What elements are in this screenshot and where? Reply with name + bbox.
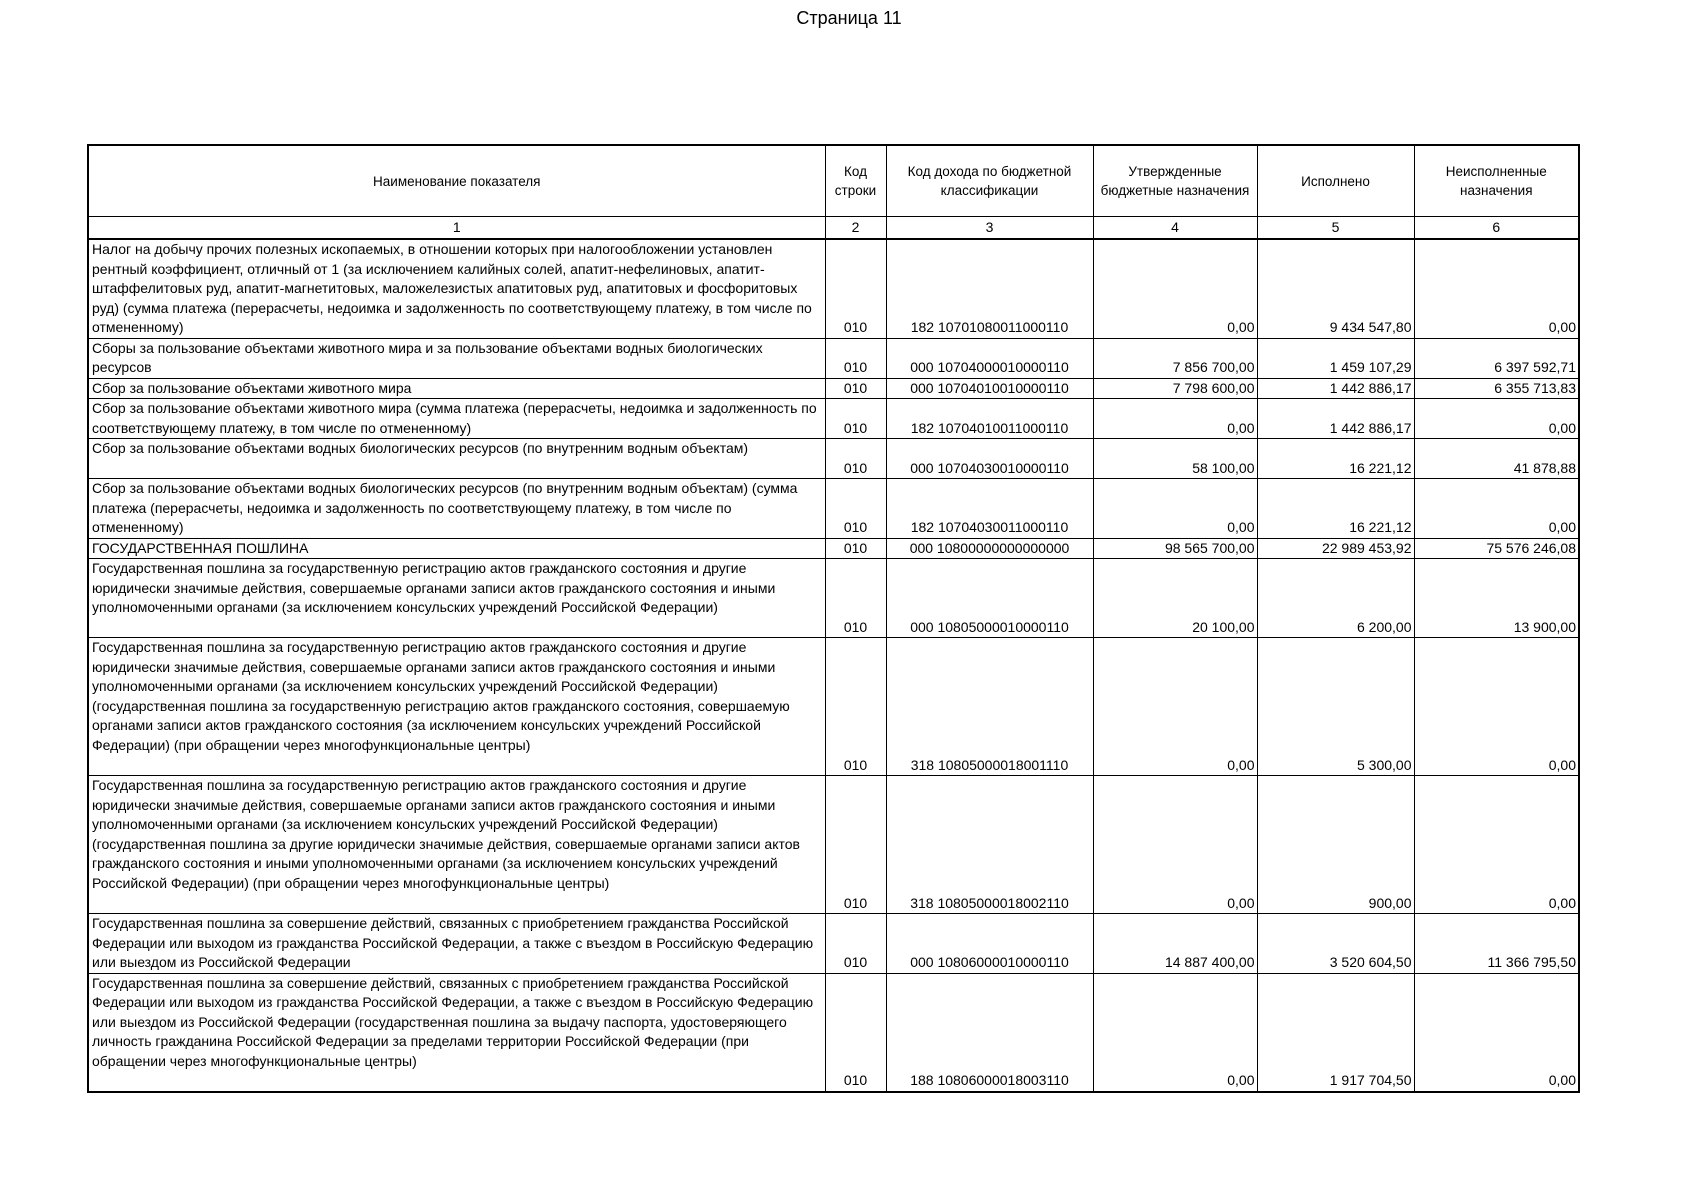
line-code: 010 xyxy=(825,538,886,559)
header-unexecuted: Неисполненные назначения xyxy=(1414,145,1579,217)
executed-amount: 5 300,00 xyxy=(1257,638,1414,776)
header-income-code: Код дохода по бюджетной классификации xyxy=(886,145,1093,217)
income-code: 000 10704000010000110 xyxy=(886,338,1093,378)
header-line-code: Код строки xyxy=(825,145,886,217)
unexecuted-amount: 0,00 xyxy=(1414,776,1579,914)
table-row xyxy=(88,914,1579,974)
approved-amount: 7 798 600,00 xyxy=(1093,378,1257,399)
executed-amount: 900,00 xyxy=(1257,776,1414,914)
approved-amount: 58 100,00 xyxy=(1093,439,1257,479)
income-code: 188 10806000018003110 xyxy=(886,973,1093,1092)
table-header-row xyxy=(88,145,1579,217)
unexecuted-amount: 75 576 246,08 xyxy=(1414,538,1579,559)
indicator-name: Налог на добычу прочих полезных ископаемых, в отношении которых при налогообложении установлен рентный коэффициент, отличный от 1 (за исключением калийных солей, апатит-нефелиновых, апатит-штаффелитовых руд, апатит-магнетитовых, маложелезистых апатитовых руд, апатитовых и фосфоритовых руд) (сумма платежа (перерасчеты, недоимка и задолженность по соответствующему платежу, в том числе по отмененному) xyxy=(88,239,825,338)
indicator-name: Сбор за пользование объектами животного мира xyxy=(88,378,825,399)
unexecuted-amount: 41 878,88 xyxy=(1414,439,1579,479)
indicator-name: ГОСУДАРСТВЕННАЯ ПОШЛИНА xyxy=(88,538,825,559)
column-number: 6 xyxy=(1414,217,1579,240)
line-code: 010 xyxy=(825,776,886,914)
income-code: 318 10805000018002110 xyxy=(886,776,1093,914)
header-indicator-name: Наименование показателя xyxy=(88,145,825,217)
executed-amount: 16 221,12 xyxy=(1257,439,1414,479)
approved-amount: 98 565 700,00 xyxy=(1093,538,1257,559)
indicator-name: Государственная пошлина за государственную регистрацию актов гражданского состояния и другие юридически значимые действия, совершаемые органами записи актов гражданского состояния и иными уполномоченными органами (за исключением консульских учреждений Российской Федерации) (государственная пошлина за другие юридически значимые действия, совершаемые органами записи актов гражданского состояния и иными уполномоченными органами (за исключением консульских учреждений Российской Федерации) (при обращении через многофункциональные центры) xyxy=(88,776,825,914)
header-executed: Исполнено xyxy=(1257,145,1414,217)
indicator-name: Сбор за пользование объектами водных биологических ресурсов (по внутренним водным объектам) xyxy=(88,439,825,479)
approved-amount: 0,00 xyxy=(1093,479,1257,539)
indicator-name: Государственная пошлина за государственную регистрацию актов гражданского состояния и другие юридически значимые действия, совершаемые органами записи актов гражданского состояния и иными уполномоченными органами (за исключением консульских учреждений Российской Федерации) (государственная пошлина за государственную регистрацию актов гражданского состояния, совершаемую органами записи актов гражданского состояния (за исключением консульских учреждений Российской Федерации) (при обращении через многофункциональные центры) xyxy=(88,638,825,776)
line-code: 010 xyxy=(825,399,886,439)
executed-amount: 6 200,00 xyxy=(1257,559,1414,638)
unexecuted-amount: 0,00 xyxy=(1414,399,1579,439)
executed-amount: 9 434 547,80 xyxy=(1257,239,1414,338)
approved-amount: 7 856 700,00 xyxy=(1093,338,1257,378)
executed-amount: 22 989 453,92 xyxy=(1257,538,1414,559)
line-code: 010 xyxy=(825,439,886,479)
table-row xyxy=(88,399,1579,439)
unexecuted-amount: 6 397 592,71 xyxy=(1414,338,1579,378)
income-code: 000 10704030010000110 xyxy=(886,439,1093,479)
unexecuted-amount: 6 355 713,83 xyxy=(1414,378,1579,399)
income-code: 182 10701080011000110 xyxy=(886,239,1093,338)
indicator-name: Сборы за пользование объектами животного мира и за пользование объектами водных биологических ресурсов xyxy=(88,338,825,378)
page-title: Страница 11 xyxy=(796,8,902,28)
income-code: 000 10800000000000000 xyxy=(886,538,1093,559)
unexecuted-amount: 0,00 xyxy=(1414,479,1579,539)
unexecuted-amount: 0,00 xyxy=(1414,638,1579,776)
line-code: 010 xyxy=(825,638,886,776)
table-row xyxy=(88,479,1579,539)
table-row xyxy=(88,638,1579,776)
approved-amount: 0,00 xyxy=(1093,776,1257,914)
table-row xyxy=(88,776,1579,914)
income-code: 000 10805000010000110 xyxy=(886,559,1093,638)
executed-amount: 3 520 604,50 xyxy=(1257,914,1414,974)
income-code: 318 10805000018001110 xyxy=(886,638,1093,776)
table-row xyxy=(88,239,1579,338)
approved-amount: 14 887 400,00 xyxy=(1093,914,1257,974)
executed-amount: 1 442 886,17 xyxy=(1257,378,1414,399)
table-row xyxy=(88,538,1579,559)
line-code: 010 xyxy=(825,479,886,539)
line-code: 010 xyxy=(825,338,886,378)
indicator-name: Сбор за пользование объектами животного мира (сумма платежа (перерасчеты, недоимка и задолженность по соответствующему платежу, в том числе по отмененному) xyxy=(88,399,825,439)
approved-amount: 20 100,00 xyxy=(1093,559,1257,638)
indicator-name: Государственная пошлина за государственную регистрацию актов гражданского состояния и другие юридически значимые действия, совершаемые органами записи актов гражданского состояния и иными уполномоченными органами (за исключением консульских учреждений Российской Федерации) xyxy=(88,559,825,638)
line-code: 010 xyxy=(825,239,886,338)
executed-amount: 1 442 886,17 xyxy=(1257,399,1414,439)
column-number: 5 xyxy=(1257,217,1414,240)
income-code: 000 10806000010000110 xyxy=(886,914,1093,974)
table-row xyxy=(88,559,1579,638)
income-code: 182 10704030011000110 xyxy=(886,479,1093,539)
header-approved: Утвержденные бюджетные назначения xyxy=(1093,145,1257,217)
approved-amount: 0,00 xyxy=(1093,973,1257,1092)
column-number: 1 xyxy=(88,217,825,240)
revenue-report-table xyxy=(87,144,1580,1093)
column-number: 4 xyxy=(1093,217,1257,240)
table-row xyxy=(88,973,1579,1092)
income-code: 182 10704010011000110 xyxy=(886,399,1093,439)
unexecuted-amount: 11 366 795,50 xyxy=(1414,914,1579,974)
income-code: 000 10704010010000110 xyxy=(886,378,1093,399)
approved-amount: 0,00 xyxy=(1093,638,1257,776)
unexecuted-amount: 13 900,00 xyxy=(1414,559,1579,638)
indicator-name: Государственная пошлина за совершение действий, связанных с приобретением гражданства Российской Федерации или выходом из гражданства Российской Федерации, а также с въездом в Российскую Федерацию или выездом из Российской Федерации (государственная пошлина за выдачу паспорта, удостоверяющего личность гражданина Российской Федерации за пределами территории Российской Федерации (при обращении через многофункциональные центры) xyxy=(88,973,825,1092)
line-code: 010 xyxy=(825,559,886,638)
table-row xyxy=(88,338,1579,378)
indicator-name: Сбор за пользование объектами водных биологических ресурсов (по внутренним водным объектам) (сумма платежа (перерасчеты, недоимка и задолженность по соответствующему платежу, в том числе по отмененному) xyxy=(88,479,825,539)
line-code: 010 xyxy=(825,378,886,399)
line-code: 010 xyxy=(825,973,886,1092)
column-number: 2 xyxy=(825,217,886,240)
approved-amount: 0,00 xyxy=(1093,399,1257,439)
unexecuted-amount: 0,00 xyxy=(1414,239,1579,338)
indicator-name: Государственная пошлина за совершение действий, связанных с приобретением гражданства Российской Федерации или выходом из гражданства Российской Федерации, а также с въездом в Российскую Федерацию или выездом из Российской Федерации xyxy=(88,914,825,974)
table-row xyxy=(88,439,1579,479)
unexecuted-amount: 0,00 xyxy=(1414,973,1579,1092)
table-row xyxy=(88,378,1579,399)
line-code: 010 xyxy=(825,914,886,974)
executed-amount: 1 917 704,50 xyxy=(1257,973,1414,1092)
executed-amount: 16 221,12 xyxy=(1257,479,1414,539)
executed-amount: 1 459 107,29 xyxy=(1257,338,1414,378)
column-number-row xyxy=(88,217,1579,240)
column-number: 3 xyxy=(886,217,1093,240)
approved-amount: 0,00 xyxy=(1093,239,1257,338)
